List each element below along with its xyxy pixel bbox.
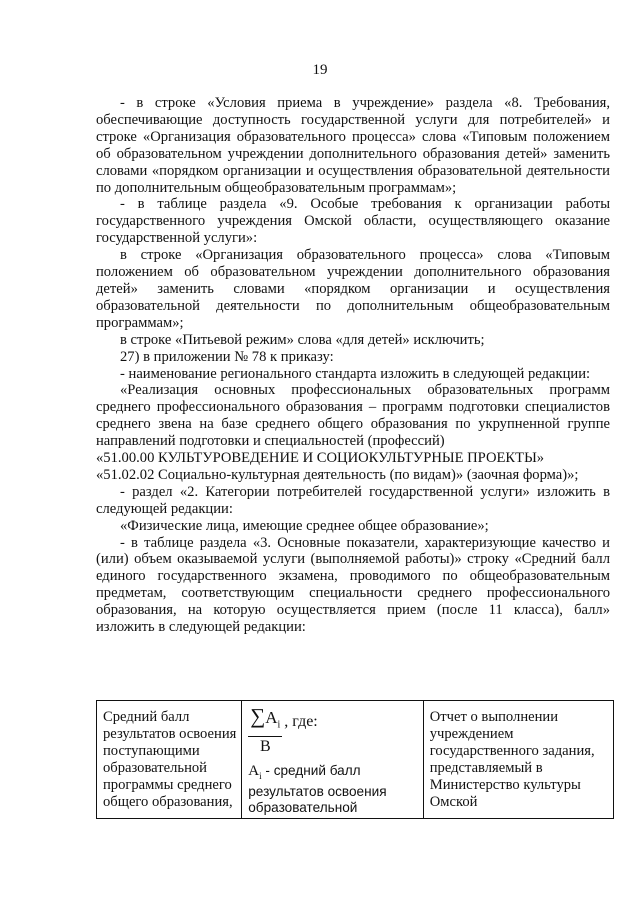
numerator-var: A — [265, 708, 278, 727]
ai-description: - средний балл — [261, 763, 361, 779]
paragraph-6: - наименование регионального стандарта изложить в следующей редакции: — [120, 365, 591, 382]
fraction — [248, 705, 282, 757]
paragraph-8: «51.00.00 КУЛЬТУРОВЕДЕНИЕ И СОЦИОКУЛЬТУРНЫЕ ПРОЕКТЫ» — [96, 450, 545, 467]
sum-symbol: ∑ — [250, 704, 266, 728]
paragraph-12: - в таблице раздела «3. Основные показатели, характеризующие качество и (или) объем оказываемой услуги (выполняемой работы)» строку «Средний балл единого государственного экзамена, проводимого по общеобразовательным предметам, соответствующим специальности среднего профессионального образования, на которую осуществляется прием (после 11 класса), балл» изложить в следующей редакции: — [96, 534, 610, 636]
document-body — [96, 95, 610, 636]
formula — [248, 705, 418, 757]
table-cell-source: Отчет о выполнении учреждением государственного задания, представляемый в Министерство культуры Омской — [423, 701, 613, 819]
ai-symbol: $A_i$ — [248, 763, 262, 782]
fraction-numerator — [248, 705, 282, 737]
table-cell-formula — [242, 701, 423, 819]
paragraph-4: в строке «Питьевой режим» слова «для детей» исключить; — [120, 331, 485, 348]
paragraph-3: в строке «Организация образовательного процесса» слова «Типовым положением об образовательном учреждении дополнительного образования детей» заменить словами «порядком организации и осуществления образовательной деятельности по дополнительным общеобразовательным программам»; — [96, 247, 610, 331]
ai-definition — [248, 763, 418, 784]
page-number: 19 — [312, 62, 328, 78]
paragraph-1: - в строке «Условия приема в учреждение» раздела «8. Требования, обеспечивающие доступность государственной услуги для потребителей» и строке «Организация образовательного процесса» слова «Типовым положением об образовательном учреждении дополнительного образования детей» заменить словами «порядком организации и осуществления образовательной деятельности по дополнительным общеобразовательным программам»; — [96, 95, 610, 196]
paragraph-10: - раздел «2. Категории потребителей государственной услуги» изложить в следующей редакции: — [96, 483, 610, 517]
indicator-table — [96, 700, 614, 819]
paragraph-5: 27) в приложении № 78 к приказу: — [120, 348, 334, 365]
fraction-denominator: B — [259, 738, 271, 756]
paragraph-2: - в таблице раздела «9. Особые требования к организации работы государственного учреждения Омской области, осуществляющего оказание государственной услуги»: — [96, 196, 610, 247]
ai-description-continued: результатов освоения образовательной — [248, 784, 387, 816]
numerator-sub: i — [277, 719, 281, 731]
paragraph-7: «Реализация основных профессиональных образовательных программ среднего профессионального образования – программ подготовки специалистов среднего звена на базе среднего общего образования по укрупненной группе направлений подготовки и специальностей (профессий) — [96, 382, 610, 450]
table-cell-indicator: Средний балл результатов освоения поступающими образовательной программы среднего общего образования, — [97, 701, 242, 819]
paragraph-9: «51.02.02 Социально-культурная деятельность (по видам)» (заочная форма)»; — [96, 466, 579, 483]
formula-suffix: , где: — [284, 713, 318, 730]
table-row — [97, 701, 614, 819]
paragraph-11: «Физические лица, имеющие среднее общее образование»; — [120, 517, 489, 534]
